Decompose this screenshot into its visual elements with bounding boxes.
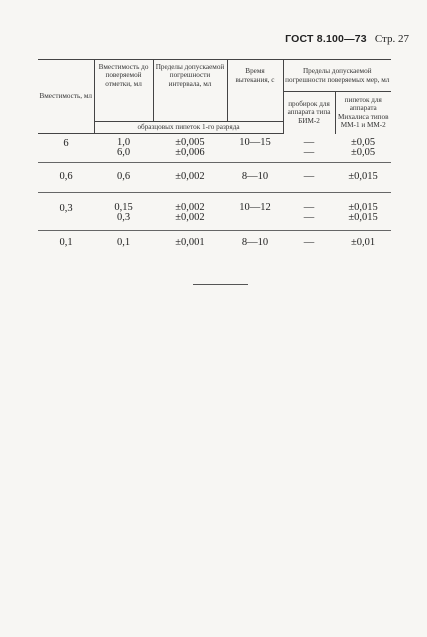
cell-time: 10—12 — [227, 193, 283, 231]
cell-marks: 0,6 — [94, 163, 153, 193]
specs-table — [38, 59, 391, 261]
page-header — [285, 33, 409, 45]
header-subgroup: образцовых пипеток 1-го разряда — [94, 122, 283, 134]
header-limits-interval: Пределы допускаемой погрешности интервала, мл — [153, 60, 227, 92]
cell-pipettes: ±0,015 ±0,015 — [335, 193, 391, 231]
cell-marks: 0,15 0,3 — [94, 193, 153, 231]
cell-pipettes: ±0,05 ±0,05 — [335, 134, 391, 163]
cell-marks: 1,0 6,0 — [94, 134, 153, 163]
table-row — [38, 193, 391, 231]
header-flow-time: Время вытекания, с — [227, 60, 283, 92]
header-capacity: Вместимость, мл — [38, 60, 94, 134]
header-limits-interval-cont — [153, 92, 227, 122]
cell-tubes: — — — [283, 134, 335, 163]
cell-capacity: 0,3 — [38, 193, 94, 231]
end-of-table-divider — [193, 284, 248, 285]
cell-capacity: 6 — [38, 134, 94, 163]
page-number: Стр. 27 — [374, 33, 409, 45]
cell-limits: ±0,002 — [153, 163, 227, 193]
cell-pipettes: ±0,01 — [350, 237, 376, 248]
cell-limits: ±0,001 — [175, 237, 205, 248]
header-limits-group: Пределы допускаемой погрешности поверяемых мер, мл — [283, 60, 391, 92]
header-capacity-mark-cont — [94, 92, 153, 122]
cell-limits: ±0,005 ±0,006 — [153, 134, 227, 163]
cell-tubes: — — — [283, 193, 335, 231]
cell-pipettes: ±0,015 — [335, 163, 391, 193]
cell-marks: 0,1 — [116, 237, 131, 248]
cell-time: 10—15 — [227, 134, 283, 163]
table-row — [38, 134, 391, 163]
header-capacity-mark: Вместимость до поверяемой отметки, мл — [94, 60, 153, 92]
standard-number: ГОСТ 8.100—73 — [285, 33, 367, 45]
cell-time: 8—10 — [241, 237, 269, 248]
cell-tubes: — — [303, 237, 315, 248]
cell-limits: ±0,002 ±0,002 — [153, 193, 227, 231]
header-tubes: пробирок для аппарата типа БИМ-2 — [283, 92, 335, 134]
header-flow-time-cont — [227, 92, 283, 122]
table-row — [38, 163, 391, 193]
cell-time: 8—10 — [227, 163, 283, 193]
cell-capacity: 0,6 — [38, 163, 94, 193]
table-row — [38, 231, 391, 261]
cell-tubes: — — [283, 163, 335, 193]
cell-capacity: 0,1 — [59, 237, 73, 248]
header-pipettes: пипеток для аппарата Михалиса типов ММ-1 и ММ-2 — [335, 92, 391, 134]
